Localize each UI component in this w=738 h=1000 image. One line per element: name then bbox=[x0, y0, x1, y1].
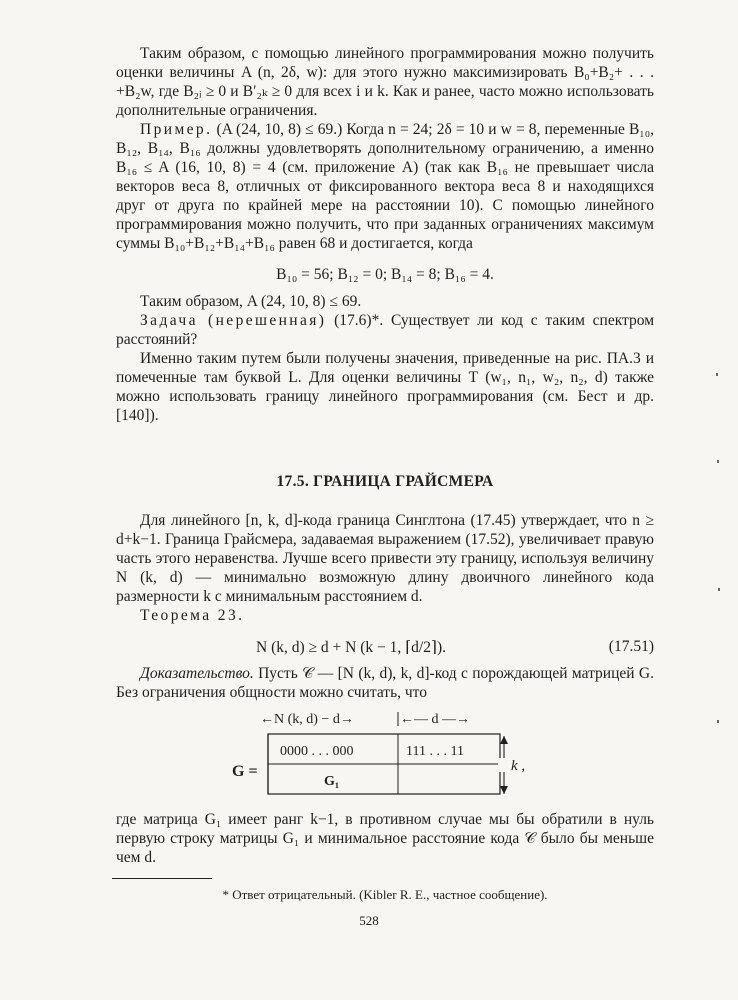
paragraph-example bbox=[116, 120, 654, 253]
theorem-label: Теорема 23. bbox=[140, 607, 245, 624]
generator-matrix-figure bbox=[220, 706, 550, 806]
matrix-width-left-label: ←N (k, d) − d→ bbox=[260, 712, 354, 727]
text-block-proof bbox=[116, 664, 654, 702]
theorem-formula: N (k, d) ≥ d + N (k − 1, ⌈d/2⌉). bbox=[256, 639, 447, 656]
equation-b-values: B₁₀ = 56; B₁₂ = 0; B₁₄ = 8; B₁₆ = 4. bbox=[276, 266, 494, 283]
paragraph-lp-bounds: Таким образом, с помощью линейного программирования можно получить оценки величины A (n, 2δ, w): для этого нужно максимизировать B₀+B₂+ . . . +B₂w, где B₂ᵢ ≥ 0 и B′₂ₖ ≥ 0 для всех i и k. Как и ранее, часто можно использовать дополнительные ограничения. bbox=[116, 45, 654, 119]
problem-text: (17.6)*. Существует ли код с таким спектром расстояний? bbox=[116, 312, 655, 348]
proof-label: Доказательство. bbox=[140, 665, 254, 682]
matrix-lhs-label: G = bbox=[232, 763, 258, 780]
matrix-height-arrow-up-icon bbox=[500, 736, 508, 744]
example-text: (A (24, 10, 8) ≤ 69.) Когда n = 24; 2δ = 10 и w = 8, переменные B₁₀, B₁₂, B₁₄, B₁₆ должны удовлетворять дополнительному ограничению, а именно B₁₆ ≤ A (16, 10, 8) = 4 (см. приложение А) (так как B₁₆ не превышает числа векторов веса 8, отличных от фиксированного вектора веса 8 и находящихся друг от друга по крайней мере на расстоянии 10). С помощью линейного программирования можно получить, что при заданных ограничениях максимум суммы B₁₀+B₁₂+B₁₄+B₁₆ равен 68 и достигается, когда bbox=[116, 121, 654, 252]
paragraph-after-matrix: где матрица G₁ имеет ранг k−1, в противном случае мы бы обратили в нуль первую строку матрицы G₁ и минимальное расстояние кода 𝒞 было бы меньше чем d. bbox=[116, 811, 654, 866]
matrix-height-arrow-down-icon bbox=[500, 786, 508, 794]
scan-speck bbox=[717, 720, 719, 723]
matrix-row1-left: 0000 . . . 000 bbox=[280, 744, 354, 759]
paragraph-griesmer-intro: Для линейного [n, k, d]-кода граница Синглтона (17.45) утверждает, что n ≥ d+k−1. Граница Грайсмера, задаваемая выражением (17.52), увеличивает правую часть этого неравенства. Лучше всего привести эту границу, используя величину N (k, d) — минимально возможную длину двоичного линейного кода размерности k с минимальным расстоянием d. bbox=[116, 512, 654, 605]
footnote: * Ответ отрицательный. (Kibler R. E., частное сообщение). bbox=[222, 887, 548, 902]
problem-label: Задача (нерешенная) bbox=[140, 312, 327, 329]
equation-number: (17.51) bbox=[608, 638, 654, 655]
scan-speck bbox=[718, 588, 720, 591]
text-block-section bbox=[116, 511, 654, 625]
matrix-width-right-label: ←— d —→ bbox=[400, 712, 470, 727]
scan-speck bbox=[716, 373, 718, 376]
page-number: 528 bbox=[359, 913, 379, 928]
matrix-height-label: k , bbox=[511, 758, 526, 774]
text-block-after-matrix bbox=[116, 810, 654, 867]
paragraph-values-source: Именно таким путем были получены значения, приведенные на рис. ПА.3 и помеченные там буквой L. Для оценки величины T (w₁, n₁, w₂, n₂, d) также можно использовать границу линейного программирования (см. Бест и др. [140]). bbox=[116, 350, 654, 424]
paragraph-open-problem bbox=[116, 311, 654, 349]
matrix-height-label-gap bbox=[498, 758, 512, 772]
proof-text: Пусть 𝒞 — [N (k, d), k, d]-код с порождающей матрицей G. Без ограничения общности можно считать, что bbox=[116, 665, 654, 701]
matrix-submatrix-g1: G₁ bbox=[324, 774, 340, 789]
scan-speck bbox=[717, 460, 719, 463]
text-block-top bbox=[116, 44, 654, 425]
footnote-rule bbox=[112, 878, 212, 879]
paragraph-proof bbox=[116, 664, 654, 702]
example-label: Пример. bbox=[140, 121, 213, 138]
matrix-row1-right: 111 . . . 11 bbox=[406, 744, 464, 759]
section-heading: 17.5. ГРАНИЦА ГРАЙСМЕРА bbox=[276, 473, 494, 490]
paragraph-conclusion: Таким образом, A (24, 10, 8) ≤ 69. bbox=[140, 293, 362, 310]
